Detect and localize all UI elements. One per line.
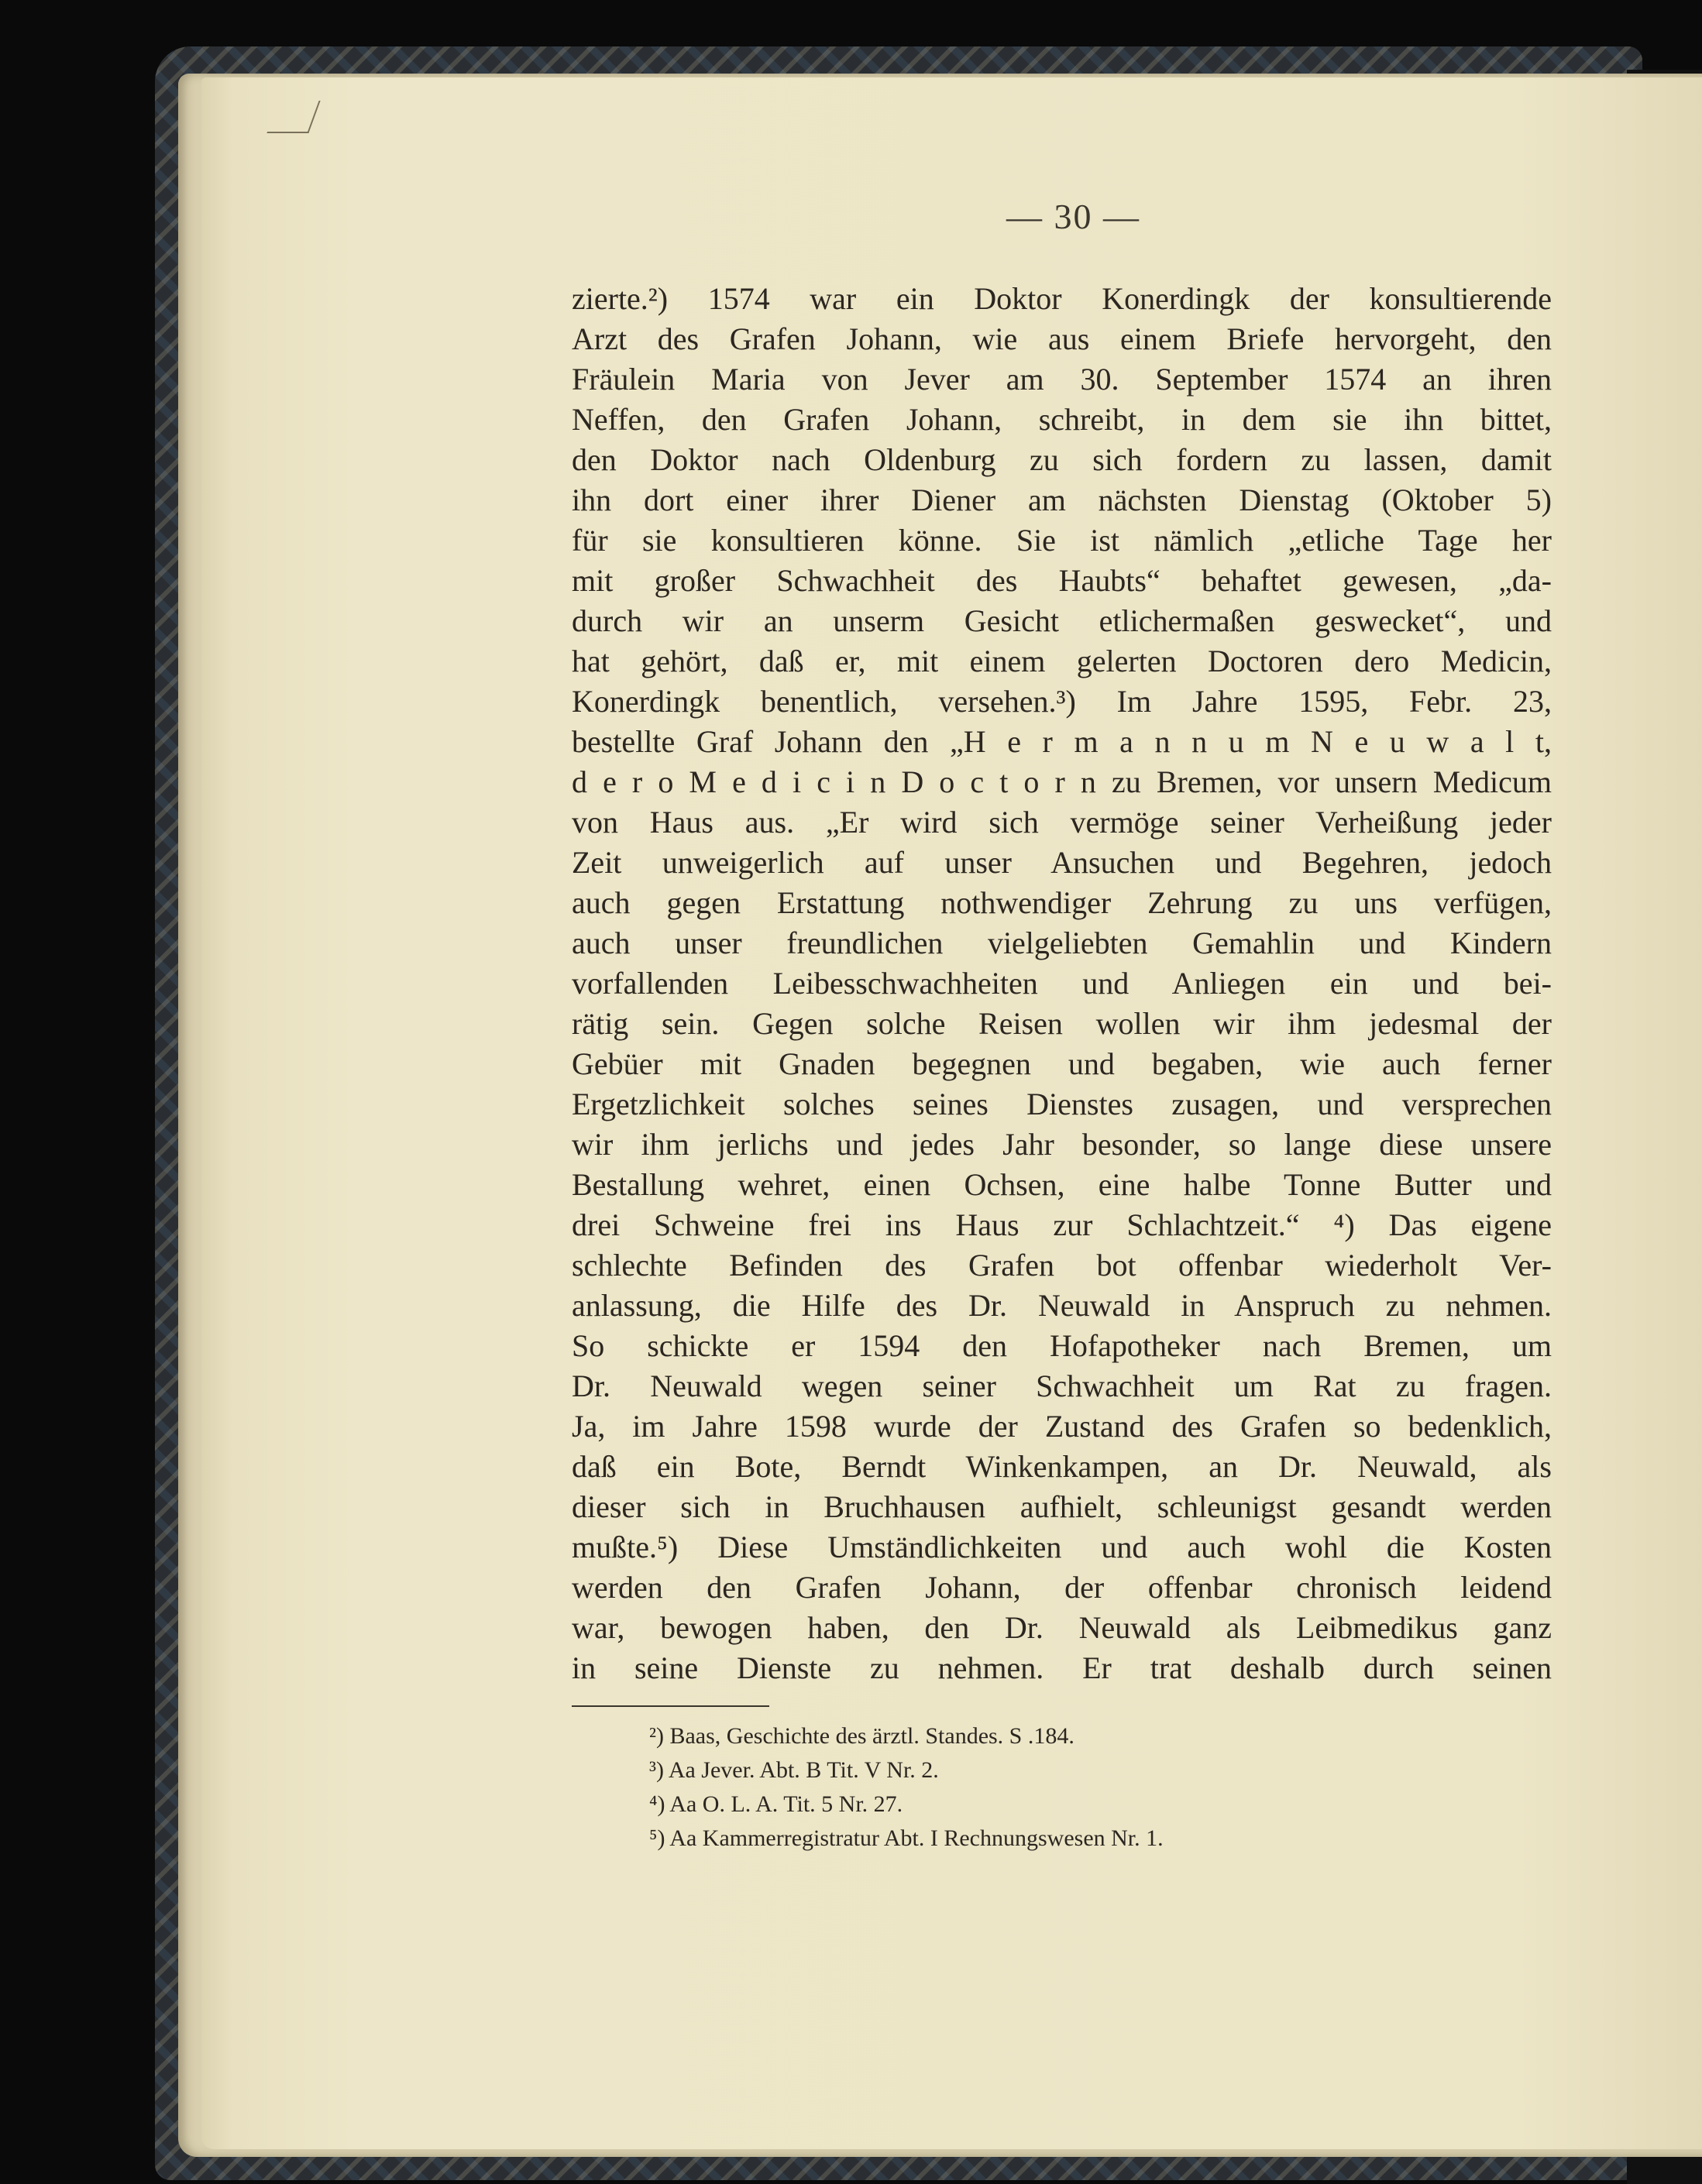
footnote: ³) Aa Jever. Abt. B Tit. V Nr. 2. (649, 1757, 939, 1783)
text-line: zierte.²) 1574 war ein Doktor Konerdingk der konsultierende (572, 281, 1552, 316)
text-line: Bestallung wehret, einen Ochsen, eine halbe Tonne Butter und (572, 1167, 1552, 1202)
text-line: werden den Grafen Johann, der offenbar chronisch leidend (572, 1570, 1552, 1605)
text-line: in seine Dienste zu nehmen. Er trat deshalb durch seinen (572, 1650, 1552, 1685)
footnote: ²) Baas, Geschichte des ärztl. Standes. S .184. (649, 1723, 1074, 1749)
text-line: So schickte er 1594 den Hofapotheker nach Bremen, um (572, 1328, 1552, 1363)
text-line: Ja, im Jahre 1598 wurde der Zustand des Grafen so bedenklich, (572, 1409, 1552, 1444)
text-line: hat gehört, daß er, mit einem gelerten Doctoren dero Medicin, (572, 644, 1552, 678)
text-line: den Doktor nach Oldenburg zu sich fordern zu lassen, damit (572, 442, 1552, 477)
text-line: Neffen, den Grafen Johann, schreibt, in dem sie ihn bittet, (572, 402, 1552, 437)
footnote: ⁵) Aa Kammerregistratur Abt. I Rechnungswesen Nr. 1. (649, 1825, 1164, 1851)
text-line: auch unser freundlichen vielgeliebten Gemahlin und Kindern (572, 925, 1552, 960)
text-line: von Haus aus. „Er wird sich vermöge seiner Verheißung jeder (572, 805, 1552, 840)
text-line: bestellte Graf Johann den „H e r m a n n u m N e u w a l t, (572, 724, 1552, 759)
text-line: anlassung, die Hilfe des Dr. Neuwald in Anspruch zu nehmen. (572, 1288, 1552, 1323)
text-line: Gebüer mit Gnaden begegnen und begaben, wie auch ferner (572, 1046, 1552, 1081)
text-line: durch wir an unserm Gesicht etlichermaßen geswecket“, und (572, 603, 1552, 638)
text-line: daß ein Bote, Berndt Winkenkampen, an Dr. Neuwald, als (572, 1449, 1552, 1484)
footnote: ⁴) Aa O. L. A. Tit. 5 Nr. 27. (649, 1791, 903, 1817)
text-line: dieser sich in Bruchhausen aufhielt, schleunigst gesandt werden (572, 1489, 1552, 1524)
text-line: war, bewogen haben, den Dr. Neuwald als Leibmedikus ganz (572, 1610, 1552, 1645)
body-text (572, 279, 1552, 1688)
text-line: drei Schweine frei ins Haus zur Schlachtzeit.“ ⁴) Das eigene (572, 1207, 1552, 1242)
text-line: d e r o M e d i c i n D o c t o r n zu Bremen, vor unsern Medicum (572, 764, 1552, 799)
text-line: Arzt des Grafen Johann, wie aus einem Briefe hervorgeht, den (572, 321, 1552, 356)
text-line: wir ihm jerlichs und jedes Jahr besonder, so lange diese unsere (572, 1127, 1552, 1162)
text-line: Fräulein Maria von Jever am 30. September 1574 an ihren (572, 362, 1552, 397)
text-line: Dr. Neuwald wegen seiner Schwachheit um Rat zu fragen. (572, 1368, 1552, 1403)
text-line: Ergetzlichkeit solches seines Dienstes zusagen, und versprechen (572, 1087, 1552, 1121)
text-line: ihn dort einer ihrer Diener am nächsten Dienstag (Oktober 5) (572, 482, 1552, 517)
text-line: Zeit unweigerlich auf unser Ansuchen und Begehren, jedoch (572, 845, 1552, 880)
text-line: vorfallenden Leibesschwachheiten und Anliegen ein und bei- (572, 966, 1552, 1001)
text-line: rätig sein. Gegen solche Reisen wollen wir ihm jedesmal der (572, 1006, 1552, 1041)
footnote-rule (572, 1705, 769, 1707)
text-line: für sie konsultieren könne. Sie ist nämlich „etliche Tage her (572, 523, 1552, 558)
text-line: schlechte Befinden des Grafen bot offenbar wiederholt Ver- (572, 1248, 1552, 1283)
text-line: mit großer Schwachheit des Haubts“ behaftet gewesen, „da- (572, 563, 1552, 598)
text-line: mußte.⁵) Diese Umständlichkeiten und auch wohl die Kosten (572, 1530, 1552, 1564)
text-line: Konerdingk benentlich, versehen.³) Im Jahre 1595, Febr. 23, (572, 684, 1552, 719)
page-text (572, 194, 1552, 1856)
page-number: — 30 — (1006, 197, 1140, 236)
text-line: auch gegen Erstattung nothwendiger Zehrung zu uns verfügen, (572, 885, 1552, 920)
footnotes (572, 1719, 1552, 1856)
